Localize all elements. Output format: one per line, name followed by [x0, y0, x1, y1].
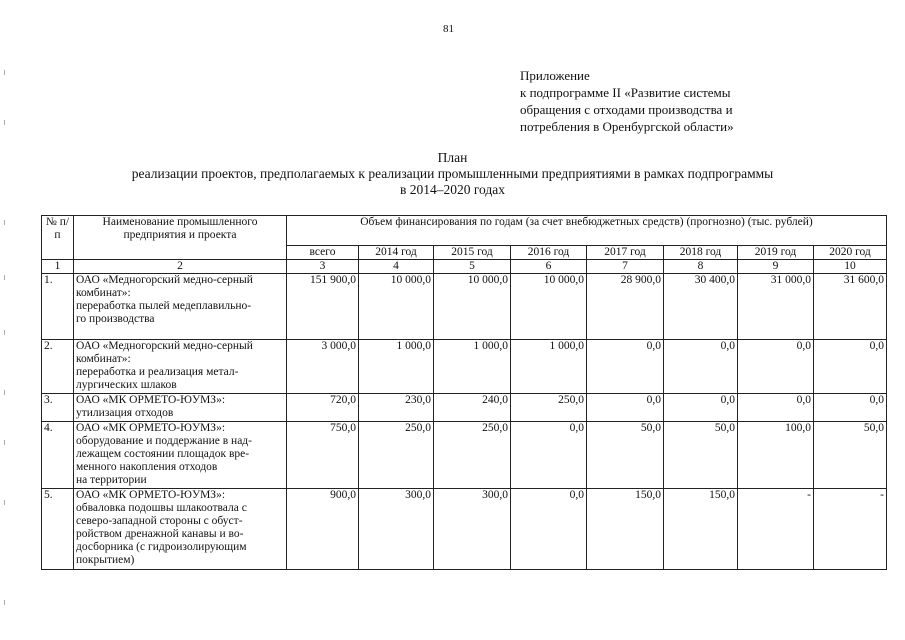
column-number: 2	[74, 260, 287, 274]
value-2014: 300,0	[359, 489, 434, 570]
header-no: № п/п	[42, 216, 74, 260]
project-name-line: ОАО «Медногорский медно-серный	[76, 274, 253, 286]
value-2016: 250,0	[511, 394, 587, 422]
project-name-line: покрытием)	[76, 554, 135, 566]
project-name	[74, 340, 287, 394]
title-line-1: План	[437, 150, 468, 165]
value-2020: 0,0	[814, 340, 887, 394]
value-2016: 10 000,0	[511, 274, 587, 340]
project-name-line: ройством дренажной канавы и во-	[76, 528, 244, 540]
value-2015: 300,0	[434, 489, 511, 570]
appendix-note	[520, 67, 820, 135]
value-2017: 150,0	[587, 489, 664, 570]
column-number: 3	[287, 260, 359, 274]
title-line-3: в 2014–2020 годах	[399, 182, 506, 197]
row-number: 4.	[42, 422, 74, 489]
project-name-line: менного накопления отходов	[76, 461, 218, 473]
column-number: 7	[587, 260, 664, 274]
value-2015: 240,0	[434, 394, 511, 422]
appendix-line: Приложение	[520, 68, 590, 83]
column-number: 6	[511, 260, 587, 274]
project-name-line: обваловка подошвы шлакоотвала с	[76, 502, 247, 514]
project-name-line: ОАО «МК ОРМЕТО-ЮУМЗ»:	[76, 489, 226, 501]
table-row	[42, 422, 887, 489]
header-year: всего	[287, 246, 359, 260]
project-name-line: ОАО «Медногорский медно-серный	[76, 340, 253, 352]
value-2019: 0,0	[738, 340, 814, 394]
value-total: 151 900,0	[287, 274, 359, 340]
value-2014: 1 000,0	[359, 340, 434, 394]
row-number: 3.	[42, 394, 74, 422]
project-name-line: досборника (с гидроизолирующим	[76, 541, 247, 553]
header-name: Наименование промышленного предприятия и проекта	[74, 216, 287, 260]
value-2020: -	[814, 489, 887, 570]
header-year: 2017 год	[587, 246, 664, 260]
value-2019: -	[738, 489, 814, 570]
column-number: 10	[814, 260, 887, 274]
value-2016: 0,0	[511, 489, 587, 570]
value-2014: 250,0	[359, 422, 434, 489]
project-name-line: комбинат»:	[76, 353, 131, 365]
value-2015: 1 000,0	[434, 340, 511, 394]
value-2015: 10 000,0	[434, 274, 511, 340]
project-name	[74, 489, 287, 570]
value-2020: 31 600,0	[814, 274, 887, 340]
value-2017: 28 900,0	[587, 274, 664, 340]
appendix-line: к подпрограмме II «Развитие системы	[520, 85, 731, 100]
project-name-line: утилизация отходов	[76, 407, 174, 419]
value-total: 900,0	[287, 489, 359, 570]
value-2015: 250,0	[434, 422, 511, 489]
table-row	[42, 340, 887, 394]
value-2017: 0,0	[587, 394, 664, 422]
table-row	[42, 274, 887, 340]
value-2016: 0,0	[511, 422, 587, 489]
header-year: 2014 год	[359, 246, 434, 260]
project-name-line: северо-западной стороны с обуст-	[76, 515, 243, 527]
value-2014: 10 000,0	[359, 274, 434, 340]
document-title	[0, 150, 905, 198]
column-number: 4	[359, 260, 434, 274]
row-number: 5.	[42, 489, 74, 570]
header-year: 2019 год	[738, 246, 814, 260]
header-year: 2015 год	[434, 246, 511, 260]
project-name-line: комбинат»:	[76, 287, 131, 299]
header-funding: Объем финансирования по годам (за счет внебюджетных средств) (прогнозно) (тыс. рублей)	[287, 216, 887, 246]
column-number: 1	[42, 260, 74, 274]
value-2019: 31 000,0	[738, 274, 814, 340]
value-total: 750,0	[287, 422, 359, 489]
value-2019: 0,0	[738, 394, 814, 422]
project-name-line: ОАО «МК ОРМЕТО-ЮУМЗ»:	[76, 394, 226, 406]
plan-table	[41, 215, 887, 570]
page-number: 81	[443, 23, 454, 35]
value-2018: 150,0	[664, 489, 738, 570]
title-line-2: реализации проектов, предполагаемых к реализации промышленными предприятиями в рамках подпрограммы	[131, 166, 774, 181]
project-name-line: оборудование и поддержание в над-	[76, 435, 252, 447]
project-name-line: на территории	[76, 474, 147, 486]
header-year: 2016 год	[511, 246, 587, 260]
value-total: 720,0	[287, 394, 359, 422]
appendix-line: потребления в Оренбургской области»	[520, 119, 734, 134]
appendix-line: обращения с отходами производства и	[520, 102, 733, 117]
project-name-line: лургических шлаков	[76, 379, 177, 391]
project-name-line: переработка пылей медеплавильно-	[76, 300, 252, 312]
table-row	[42, 489, 887, 570]
value-2018: 30 400,0	[664, 274, 738, 340]
project-name-line: переработка и реализация метал-	[76, 366, 239, 378]
project-name	[74, 394, 287, 422]
column-number: 8	[664, 260, 738, 274]
project-name-line: го производства	[76, 313, 155, 325]
value-2016: 1 000,0	[511, 340, 587, 394]
project-name	[74, 274, 287, 340]
value-2019: 100,0	[738, 422, 814, 489]
header-row	[42, 216, 887, 246]
project-name	[74, 422, 287, 489]
row-number: 1.	[42, 274, 74, 340]
value-2014: 230,0	[359, 394, 434, 422]
project-name-line: ОАО «МК ОРМЕТО-ЮУМЗ»:	[76, 422, 226, 434]
header-year: 2020 год	[814, 246, 887, 260]
row-number: 2.	[42, 340, 74, 394]
value-2020: 0,0	[814, 394, 887, 422]
value-2017: 50,0	[587, 422, 664, 489]
header-year: 2018 год	[664, 246, 738, 260]
table-row	[42, 394, 887, 422]
value-2018: 0,0	[664, 394, 738, 422]
project-name-line: лежащем состоянии площадок вре-	[76, 448, 250, 460]
column-number: 9	[738, 260, 814, 274]
value-2018: 0,0	[664, 340, 738, 394]
scan-edge-marks	[4, 60, 8, 620]
value-2018: 50,0	[664, 422, 738, 489]
value-2017: 0,0	[587, 340, 664, 394]
column-number: 5	[434, 260, 511, 274]
column-numbers-row	[42, 260, 887, 274]
value-2020: 50,0	[814, 422, 887, 489]
value-total: 3 000,0	[287, 340, 359, 394]
